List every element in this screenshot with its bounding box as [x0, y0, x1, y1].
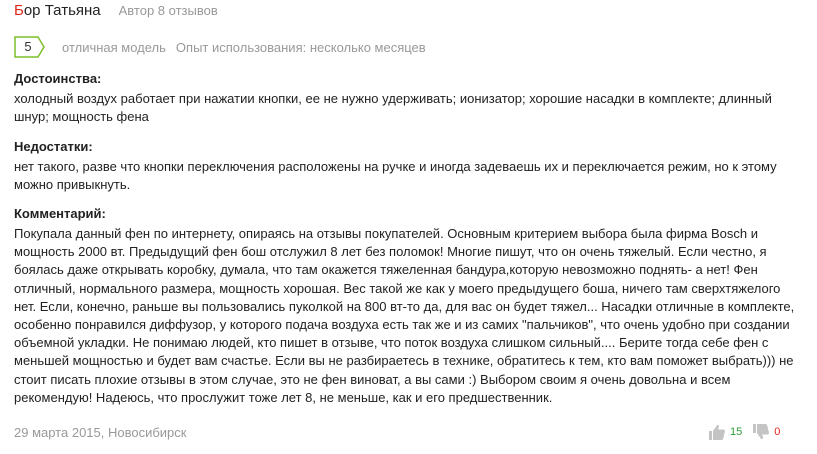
vote-down-count: 0	[774, 426, 781, 438]
rating-grade-text: отличная модель	[62, 39, 166, 55]
cons-section	[14, 138, 804, 194]
comment-title: Комментарий:	[14, 206, 106, 221]
review-header	[14, 2, 218, 22]
author-name-rest: ор Татьяна	[23, 2, 101, 19]
vote-up-count: 15	[730, 426, 743, 438]
rating-value: 5	[24, 39, 32, 54]
usage-experience: Опыт использования: несколько месяцев	[175, 39, 426, 55]
pros-text: холодный воздух работает при нажатии кнопки, ее не нужно удерживать; ионизатор; хорошие насадки в комплекте; длинный шнур; мощность фена	[14, 91, 772, 125]
author-name-initial: Б	[14, 2, 24, 19]
pros-section	[14, 70, 804, 126]
comment-section	[14, 205, 804, 407]
vote-down-button[interactable]	[752, 423, 780, 441]
thumbs-down-icon	[752, 423, 770, 441]
pros-title: Достоинства:	[14, 71, 102, 86]
cons-title: Недостатки:	[14, 139, 93, 154]
comment-text: Покупала данный фен по интернету, опираясь на отзывы покупателей. Основным критерием выбора была фирма Bosch и мощность 2000 вт. Предыдущий фен бош отслужил 8 лет без поломок! Многие пишут, что он очень тяжелый. Если честно, я боялась даже открывать коробку, думала, что там окажется тяжеленная бандура,которую невозможно поднять- а нет! Фен отличный, нормального размера, мощность хорошая. Вес такой же как у моего предыдущего боша, ничего там сверхтяжелого нет. Если, конечно, раньше вы пользовались пуколкой на 800 вт-то да, для вас он будет тяжел... Насадки отличные в комплекте, особенно понравился диффузор, у которого подача воздуха есть так же и из самих "пальчиков", что очень удобно при создании объемной укладки. Не понимаю людей, кто пишет в отзыве, что поток воздуха слишком сильный.... Берите тогда себе фен с меньшей мощностью и будет вам счастье. Если вы не разбираетесь в технике, обратитесь к тем, кто вам поможет выбрать))) не стоит писать плохие отзывы в этом случае, это не фен виноват, а вы сами :) Выбором своим я очень довольна и всем рекомендую! Надеюсь, что прослужит тоже лет 8, не меньше, как и его предшественник.	[14, 226, 795, 405]
author-name-link[interactable]	[14, 2, 101, 19]
rating-badge	[14, 36, 46, 58]
author-review-count: Автор 8 отзывов	[118, 3, 218, 18]
cons-text: нет такого, разве что кнопки переключения расположены на ручке и иногда задеваешь их и переключается режим, но к этому можно привыкнуть.	[14, 159, 777, 193]
vote-up-button[interactable]	[708, 423, 742, 441]
review-date-location: 29 марта 2015, Новосибирск	[14, 425, 187, 440]
vote-controls	[708, 420, 780, 444]
rating-row	[14, 36, 426, 58]
thumbs-up-icon	[708, 423, 726, 441]
